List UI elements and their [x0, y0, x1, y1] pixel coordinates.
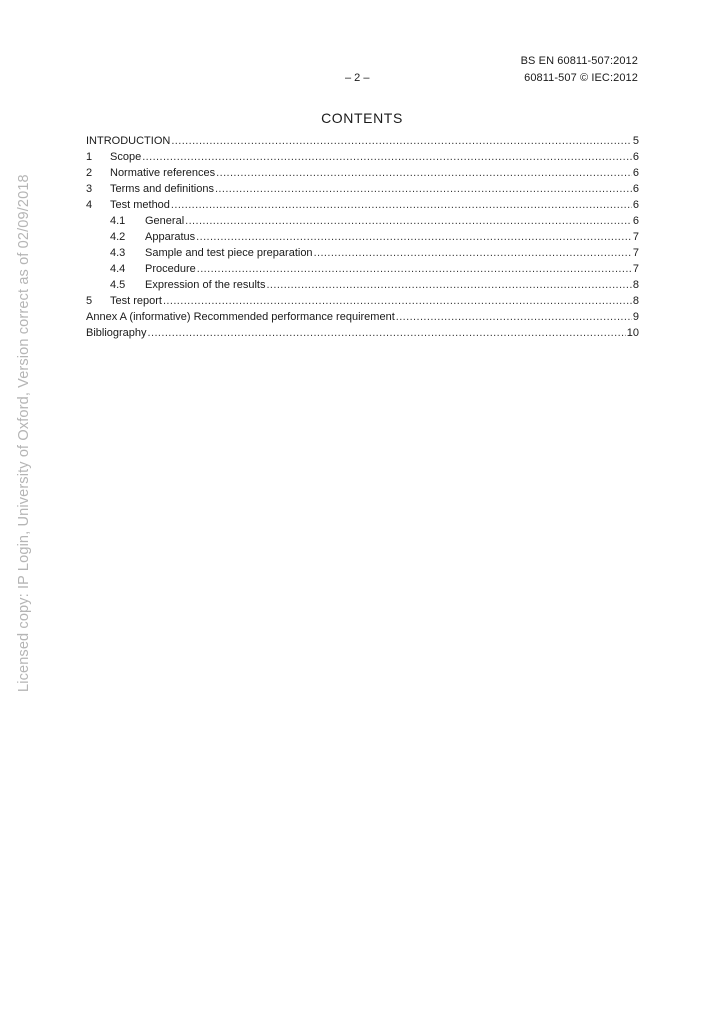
toc-entry-number: 4.4 [110, 263, 126, 275]
toc-entry-page: 8 [632, 279, 639, 291]
toc-entry-page: 6 [632, 183, 639, 195]
toc-dot-leader [171, 133, 632, 149]
toc-entry-label: Test report [110, 295, 162, 307]
toc-entry-label: Test method [110, 199, 170, 211]
header-document-id: BS EN 60811-507:2012 [520, 55, 638, 67]
toc-entry-label: Scope [110, 151, 142, 163]
toc-entry-number: 2 [86, 167, 93, 179]
toc-entry-number: 4.2 [110, 231, 126, 243]
toc-entry[interactable] [86, 277, 639, 293]
toc-entry[interactable] [86, 261, 639, 277]
toc-dot-leader [396, 309, 632, 325]
toc-dot-leader [197, 261, 632, 277]
toc-entry[interactable] [86, 229, 639, 245]
toc-entry-number: 4.5 [110, 279, 126, 291]
toc-entry-label: Terms and definitions [110, 183, 214, 195]
toc-entry-page: 6 [632, 215, 639, 227]
header-iec-reference: 60811-507 © IEC:2012 [524, 72, 638, 84]
toc-entry-page: 10 [626, 327, 639, 339]
table-of-contents [86, 133, 639, 341]
toc-entry-number: 4 [86, 199, 93, 211]
toc-entry-number: 4.1 [110, 215, 126, 227]
toc-entry-page: 6 [632, 167, 639, 179]
toc-dot-leader [266, 277, 631, 293]
toc-entry-page: 7 [632, 247, 639, 259]
toc-dot-leader [185, 213, 632, 229]
toc-entry-number: 1 [86, 151, 93, 163]
toc-dot-leader [142, 149, 632, 165]
toc-entry-label: Procedure [145, 263, 196, 275]
toc-entry[interactable] [86, 181, 639, 197]
toc-entry[interactable] [86, 293, 639, 309]
toc-dot-leader [163, 293, 632, 309]
license-watermark: Licensed copy: IP Login, University of Oxford, Version correct as of 02/09/2018 [16, 174, 32, 692]
toc-dot-leader [171, 197, 632, 213]
contents-heading: CONTENTS [321, 110, 403, 126]
toc-entry-label: INTRODUCTION [86, 135, 171, 147]
toc-entry-number: 4.3 [110, 247, 126, 259]
toc-entry-number: 3 [86, 183, 93, 195]
toc-entry-page: 6 [632, 199, 639, 211]
toc-entry-page: 7 [632, 263, 639, 275]
toc-entry-page: 7 [632, 231, 639, 243]
toc-entry-label: Sample and test piece preparation [145, 247, 313, 259]
toc-entry[interactable] [86, 133, 639, 149]
toc-entry[interactable] [86, 165, 639, 181]
toc-dot-leader [216, 165, 632, 181]
toc-entry-page: 5 [632, 135, 639, 147]
toc-entry-number: 5 [86, 295, 93, 307]
toc-entry-label: Expression of the results [145, 279, 266, 291]
header-page-number: – 2 – [345, 72, 370, 84]
toc-entry-label: Normative references [110, 167, 216, 179]
toc-entry-label: Apparatus [145, 231, 196, 243]
toc-entry[interactable] [86, 149, 639, 165]
toc-entry[interactable] [86, 213, 639, 229]
toc-dot-leader [148, 325, 626, 341]
toc-entry-page: 8 [632, 295, 639, 307]
toc-dot-leader [196, 229, 632, 245]
toc-entry-page: 9 [632, 311, 639, 323]
toc-dot-leader [215, 181, 632, 197]
toc-entry[interactable] [86, 245, 639, 261]
toc-entry[interactable] [86, 309, 639, 325]
toc-dot-leader [314, 245, 632, 261]
toc-entry-label: General [145, 215, 185, 227]
toc-entry[interactable] [86, 197, 639, 213]
toc-entry-page: 6 [632, 151, 639, 163]
toc-entry-label: Bibliography [86, 327, 147, 339]
toc-entry-label: Annex A (informative) Recommended performance requirement [86, 311, 395, 323]
toc-entry[interactable] [86, 325, 639, 341]
